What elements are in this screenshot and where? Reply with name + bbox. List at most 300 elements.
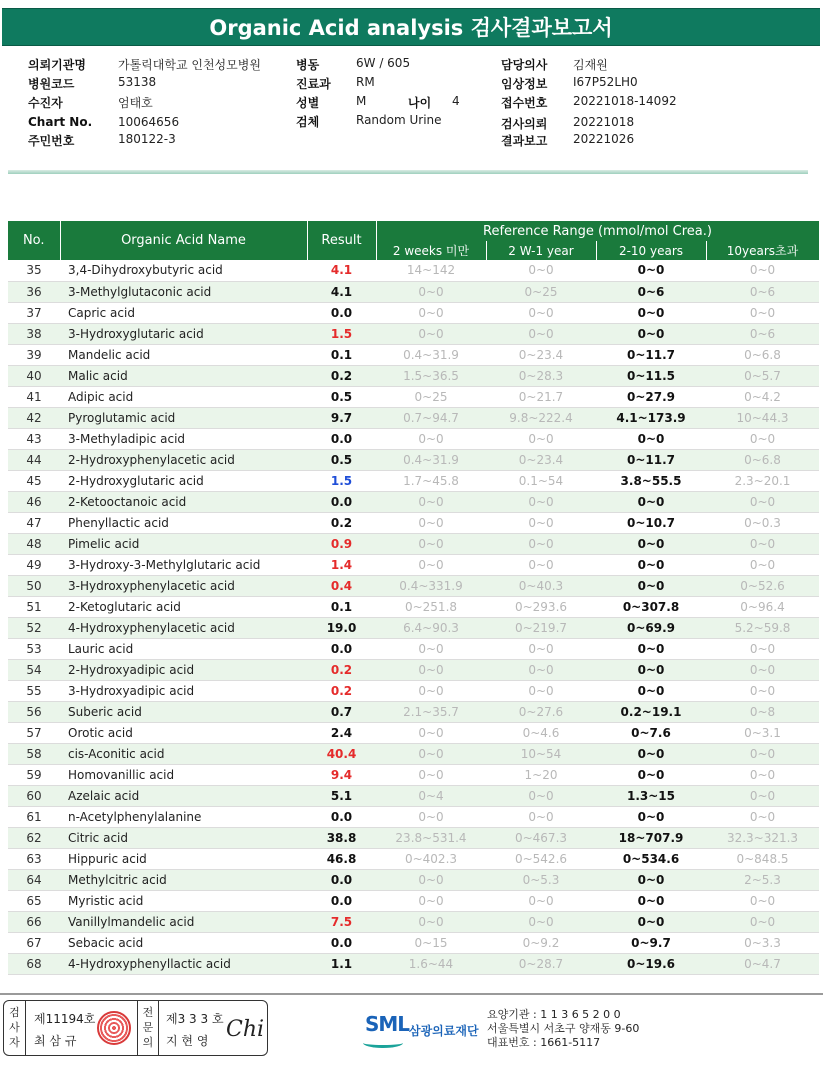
row-ref-10y: 5.2~59.8	[706, 617, 819, 638]
row-ref-2weeks: 1.5~36.5	[376, 365, 486, 386]
table-row	[8, 323, 819, 344]
seal-stamp	[97, 1011, 131, 1045]
row-result: 0.2	[307, 680, 376, 701]
info-label: 진료과	[296, 77, 331, 91]
subheader-ref: 2 weeks 미만	[376, 241, 486, 260]
row-result: 46.8	[307, 848, 376, 869]
row-ref-10y: 0~0	[706, 785, 819, 806]
row-ref-2-10y: 4.1~173.9	[596, 407, 706, 428]
row-ref-2-10y: 0~0	[596, 260, 706, 281]
row-ref-2w1y: 0~0	[486, 806, 596, 827]
row-ref-2-10y: 1.3~15	[596, 785, 706, 806]
row-ref-2weeks: 1.6~44	[376, 953, 486, 974]
row-name: 2-Ketooctanoic acid	[60, 491, 307, 512]
info-label: 검체	[296, 115, 320, 129]
row-ref-10y: 2.3~20.1	[706, 470, 819, 491]
row-ref-10y: 2~5.3	[706, 869, 819, 890]
row-ref-10y: 0~0	[706, 638, 819, 659]
table-row	[8, 281, 819, 302]
row-ref-2-10y: 0~69.9	[596, 617, 706, 638]
info-value: 180122-3	[118, 132, 176, 146]
row-no: 57	[8, 722, 60, 743]
table-row	[8, 260, 819, 281]
row-result: 0.0	[307, 869, 376, 890]
row-no: 51	[8, 596, 60, 617]
row-result: 1.5	[307, 323, 376, 344]
logo-swoosh-icon	[363, 1038, 403, 1048]
row-no: 52	[8, 617, 60, 638]
row-ref-2weeks: 0~0	[376, 533, 486, 554]
row-no: 42	[8, 407, 60, 428]
row-no: 55	[8, 680, 60, 701]
signature: Chi	[226, 1017, 265, 1042]
row-ref-2w1y: 10~54	[486, 743, 596, 764]
info-value: Random Urine	[356, 113, 442, 127]
row-name: Orotic acid	[60, 722, 307, 743]
row-ref-2weeks: 0.4~331.9	[376, 575, 486, 596]
row-no: 40	[8, 365, 60, 386]
row-ref-10y: 0~0	[706, 680, 819, 701]
row-ref-2weeks: 0~0	[376, 512, 486, 533]
row-ref-2-10y: 0~11.7	[596, 449, 706, 470]
tester-id: 제11194호	[34, 1012, 96, 1026]
row-name: Mandelic acid	[60, 344, 307, 365]
row-ref-2weeks: 0~0	[376, 302, 486, 323]
row-ref-2weeks: 2.1~35.7	[376, 701, 486, 722]
row-result: 4.1	[307, 281, 376, 302]
row-ref-2-10y: 3.8~55.5	[596, 470, 706, 491]
row-ref-2w1y: 0~23.4	[486, 449, 596, 470]
address-line: 요양기관 : 1 1 3 6 5 2 0 0	[487, 1008, 621, 1021]
row-ref-2w1y: 0~219.7	[486, 617, 596, 638]
row-name: Azelaic acid	[60, 785, 307, 806]
row-name: Methylcitric acid	[60, 869, 307, 890]
table-row	[8, 911, 819, 932]
row-no: 66	[8, 911, 60, 932]
row-result: 0.5	[307, 449, 376, 470]
info-value: 4	[452, 94, 460, 108]
row-name: 3-Methylglutaconic acid	[60, 281, 307, 302]
table-row	[8, 449, 819, 470]
info-label: 임상정보	[501, 77, 548, 91]
table-row	[8, 428, 819, 449]
row-ref-2weeks: 0~0	[376, 890, 486, 911]
subheader-ref: 10years초과	[706, 241, 819, 260]
row-ref-2-10y: 0.2~19.1	[596, 701, 706, 722]
table-row	[8, 680, 819, 701]
row-ref-2w1y: 0~0	[486, 491, 596, 512]
info-value: 53138	[118, 75, 157, 89]
row-no: 54	[8, 659, 60, 680]
info-value: M	[356, 94, 367, 108]
row-ref-10y: 0~52.6	[706, 575, 819, 596]
row-ref-2weeks: 0.4~31.9	[376, 344, 486, 365]
row-ref-2weeks: 0~0	[376, 743, 486, 764]
info-value: 20221026	[573, 132, 635, 146]
row-ref-10y: 32.3~321.3	[706, 827, 819, 848]
row-result: 0.5	[307, 386, 376, 407]
row-ref-2weeks: 14~142	[376, 260, 486, 281]
row-ref-2-10y: 0~0	[596, 554, 706, 575]
table-row	[8, 722, 819, 743]
row-result: 0.9	[307, 533, 376, 554]
row-result: 0.0	[307, 302, 376, 323]
row-result: 0.4	[307, 575, 376, 596]
table-row	[8, 617, 819, 638]
row-result: 0.7	[307, 701, 376, 722]
row-ref-10y: 0~6	[706, 281, 819, 302]
row-ref-2w1y: 0~0	[486, 785, 596, 806]
signature-box	[3, 1000, 268, 1056]
row-no: 65	[8, 890, 60, 911]
row-ref-2w1y: 0~28.3	[486, 365, 596, 386]
row-ref-2w1y: 0~0	[486, 890, 596, 911]
row-ref-2weeks: 0~4	[376, 785, 486, 806]
row-no: 59	[8, 764, 60, 785]
row-no: 39	[8, 344, 60, 365]
table-row	[8, 659, 819, 680]
table-row	[8, 890, 819, 911]
row-name: Myristic acid	[60, 890, 307, 911]
table-row	[8, 932, 819, 953]
row-ref-2-10y: 0~0	[596, 806, 706, 827]
info-value: 20221018-14092	[573, 94, 677, 108]
row-no: 45	[8, 470, 60, 491]
row-ref-2-10y: 0~0	[596, 428, 706, 449]
info-value: I67P52LH0	[573, 75, 638, 89]
row-ref-2w1y: 0~0	[486, 260, 596, 281]
row-no: 35	[8, 260, 60, 281]
row-ref-2-10y: 0~9.7	[596, 932, 706, 953]
row-name: 2-Hydroxyglutaric acid	[60, 470, 307, 491]
row-no: 61	[8, 806, 60, 827]
table-row	[8, 302, 819, 323]
row-no: 64	[8, 869, 60, 890]
row-name: Sebacic acid	[60, 932, 307, 953]
row-ref-2w1y: 0~467.3	[486, 827, 596, 848]
row-ref-2-10y: 0~10.7	[596, 512, 706, 533]
table-row	[8, 785, 819, 806]
company-name: 삼광의료재단	[409, 1024, 479, 1038]
info-label: 접수번호	[501, 96, 548, 110]
address-line: 대표번호 : 1661-5117	[487, 1036, 601, 1049]
row-ref-2-10y: 0~0	[596, 302, 706, 323]
row-ref-2weeks: 1.7~45.8	[376, 470, 486, 491]
row-ref-2w1y: 0~9.2	[486, 932, 596, 953]
row-ref-2-10y: 0~0	[596, 638, 706, 659]
row-ref-2weeks: 0~0	[376, 911, 486, 932]
header-result: Result	[307, 221, 376, 260]
row-name: 3-Hydroxy-3-Methylglutaric acid	[60, 554, 307, 575]
info-value: 김재원	[573, 58, 608, 72]
row-ref-2weeks: 6.4~90.3	[376, 617, 486, 638]
row-name: 3-Hydroxyphenylacetic acid	[60, 575, 307, 596]
row-ref-10y: 0~4.2	[706, 386, 819, 407]
specialist-label: 전문의	[137, 1001, 159, 1055]
header-reference: Reference Range (mmol/mol Crea.)	[376, 221, 819, 241]
row-ref-2w1y: 0~0	[486, 533, 596, 554]
row-ref-10y: 0~6.8	[706, 449, 819, 470]
row-result: 0.2	[307, 659, 376, 680]
row-name: 2-Ketoglutaric acid	[60, 596, 307, 617]
row-ref-2-10y: 0~0	[596, 743, 706, 764]
row-result: 0.0	[307, 932, 376, 953]
row-ref-2-10y: 0~6	[596, 281, 706, 302]
row-name: 3,4-Dihydroxybutyric acid	[60, 260, 307, 281]
row-result: 0.2	[307, 512, 376, 533]
row-ref-2weeks: 0.4~31.9	[376, 449, 486, 470]
row-ref-10y: 0~5.7	[706, 365, 819, 386]
row-name: 2-Hydroxyphenylacetic acid	[60, 449, 307, 470]
row-ref-10y: 0~3.1	[706, 722, 819, 743]
info-value: 가톨릭대학교 인천성모병원	[118, 58, 261, 72]
info-value: 10064656	[118, 115, 180, 129]
row-ref-2weeks: 0~0	[376, 491, 486, 512]
row-result: 0.0	[307, 806, 376, 827]
info-label: 의뢰기관명	[28, 58, 86, 72]
row-ref-10y: 0~0	[706, 260, 819, 281]
row-ref-2-10y: 0~0	[596, 323, 706, 344]
row-no: 44	[8, 449, 60, 470]
row-ref-2-10y: 0~11.5	[596, 365, 706, 386]
row-ref-2w1y: 0~40.3	[486, 575, 596, 596]
specialist-id: 제3 3 3 호	[166, 1012, 224, 1026]
row-ref-2w1y: 0~542.6	[486, 848, 596, 869]
row-ref-10y: 0~4.7	[706, 953, 819, 974]
results-body	[8, 260, 819, 974]
info-label: 주민번호	[28, 134, 75, 148]
row-ref-2w1y: 0~0	[486, 428, 596, 449]
row-name: Hippuric acid	[60, 848, 307, 869]
row-ref-10y: 0~0.3	[706, 512, 819, 533]
row-ref-2-10y: 0~0	[596, 491, 706, 512]
row-no: 47	[8, 512, 60, 533]
row-ref-2-10y: 0~0	[596, 911, 706, 932]
row-ref-2w1y: 0~0	[486, 554, 596, 575]
row-ref-10y: 0~0	[706, 806, 819, 827]
table-row	[8, 365, 819, 386]
row-result: 7.5	[307, 911, 376, 932]
row-ref-2weeks: 0~0	[376, 323, 486, 344]
patient-info	[28, 56, 808, 156]
row-no: 58	[8, 743, 60, 764]
row-ref-2w1y: 0~21.7	[486, 386, 596, 407]
row-ref-2w1y: 0~0	[486, 512, 596, 533]
info-value: 엄태호	[118, 96, 153, 110]
row-no: 63	[8, 848, 60, 869]
row-ref-2weeks: 23.8~531.4	[376, 827, 486, 848]
results-table	[8, 221, 820, 975]
info-label: 나이	[408, 96, 432, 110]
row-name: Phenyllactic acid	[60, 512, 307, 533]
info-value: RM	[356, 75, 375, 89]
info-label: 병동	[296, 58, 320, 72]
row-ref-10y: 0~0	[706, 764, 819, 785]
row-ref-2w1y: 1~20	[486, 764, 596, 785]
row-ref-2-10y: 0~0	[596, 575, 706, 596]
row-no: 56	[8, 701, 60, 722]
row-ref-10y: 0~0	[706, 890, 819, 911]
separator	[8, 170, 808, 174]
row-ref-2-10y: 0~0	[596, 869, 706, 890]
info-value: 6W / 605	[356, 56, 411, 70]
row-ref-2weeks: 0~0	[376, 281, 486, 302]
row-ref-2weeks: 0~0	[376, 428, 486, 449]
row-ref-2w1y: 0~5.3	[486, 869, 596, 890]
row-name: Homovanillic acid	[60, 764, 307, 785]
row-result: 19.0	[307, 617, 376, 638]
row-result: 2.4	[307, 722, 376, 743]
table-row	[8, 575, 819, 596]
specialist-name: 지 현 영	[166, 1034, 209, 1048]
report-title: Organic Acid analysis 검사결과보고서	[2, 8, 820, 46]
table-row	[8, 344, 819, 365]
row-result: 0.0	[307, 428, 376, 449]
sml-logo-text: SML	[365, 1012, 410, 1036]
row-result: 5.1	[307, 785, 376, 806]
results-table-container	[8, 221, 819, 975]
tester-label: 검사자	[4, 1001, 26, 1055]
info-label: 결과보고	[501, 134, 548, 148]
table-row	[8, 407, 819, 428]
row-result: 4.1	[307, 260, 376, 281]
row-no: 60	[8, 785, 60, 806]
row-ref-2weeks: 0~0	[376, 722, 486, 743]
row-no: 49	[8, 554, 60, 575]
row-name: Suberic acid	[60, 701, 307, 722]
row-ref-10y: 0~0	[706, 743, 819, 764]
row-ref-10y: 0~0	[706, 554, 819, 575]
row-ref-2weeks: 0~25	[376, 386, 486, 407]
row-ref-2w1y: 0~0	[486, 302, 596, 323]
info-value: 20221018	[573, 115, 635, 129]
row-name: 2-Hydroxyadipic acid	[60, 659, 307, 680]
row-no: 41	[8, 386, 60, 407]
row-ref-2weeks: 0~0	[376, 869, 486, 890]
row-ref-10y: 0~0	[706, 428, 819, 449]
row-ref-2w1y: 9.8~222.4	[486, 407, 596, 428]
table-row	[8, 554, 819, 575]
row-ref-2w1y: 0~28.7	[486, 953, 596, 974]
row-ref-2-10y: 0~11.7	[596, 344, 706, 365]
row-ref-2weeks: 0~15	[376, 932, 486, 953]
row-result: 0.0	[307, 491, 376, 512]
row-result: 0.2	[307, 365, 376, 386]
row-name: cis-Aconitic acid	[60, 743, 307, 764]
row-no: 67	[8, 932, 60, 953]
row-ref-2-10y: 18~707.9	[596, 827, 706, 848]
row-no: 43	[8, 428, 60, 449]
row-ref-10y: 0~8	[706, 701, 819, 722]
row-ref-10y: 0~848.5	[706, 848, 819, 869]
table-row	[8, 596, 819, 617]
row-name: Pimelic acid	[60, 533, 307, 554]
row-ref-2weeks: 0~0	[376, 659, 486, 680]
row-no: 48	[8, 533, 60, 554]
row-ref-10y: 0~6.8	[706, 344, 819, 365]
table-row	[8, 470, 819, 491]
row-name: Lauric acid	[60, 638, 307, 659]
row-ref-10y: 0~0	[706, 491, 819, 512]
table-row	[8, 869, 819, 890]
row-ref-2-10y: 0~0	[596, 680, 706, 701]
row-name: Adipic acid	[60, 386, 307, 407]
row-name: 3-Hydroxyglutaric acid	[60, 323, 307, 344]
row-name: Citric acid	[60, 827, 307, 848]
row-ref-2-10y: 0~307.8	[596, 596, 706, 617]
row-ref-2weeks: 0~0	[376, 680, 486, 701]
row-ref-2w1y: 0~0	[486, 911, 596, 932]
row-result: 9.7	[307, 407, 376, 428]
table-row	[8, 848, 819, 869]
address-line: 서울특별시 서초구 양재동 9-60	[487, 1022, 640, 1035]
row-ref-2w1y: 0~0	[486, 638, 596, 659]
info-label: 성별	[296, 96, 320, 110]
row-ref-2w1y: 0~293.6	[486, 596, 596, 617]
row-no: 68	[8, 953, 60, 974]
row-result: 1.1	[307, 953, 376, 974]
row-result: 0.1	[307, 344, 376, 365]
row-result: 1.4	[307, 554, 376, 575]
row-no: 53	[8, 638, 60, 659]
table-row	[8, 764, 819, 785]
footer-divider	[0, 993, 823, 995]
row-ref-2-10y: 0~534.6	[596, 848, 706, 869]
row-name: Capric acid	[60, 302, 307, 323]
row-name: 4-Hydroxyphenyllactic acid	[60, 953, 307, 974]
row-ref-2-10y: 0~0	[596, 659, 706, 680]
subheader-ref: 2 W-1 year	[486, 241, 596, 260]
row-name: 3-Hydroxyadipic acid	[60, 680, 307, 701]
row-result: 40.4	[307, 743, 376, 764]
info-label: 수진자	[28, 96, 63, 110]
row-ref-2w1y: 0~25	[486, 281, 596, 302]
row-ref-2weeks: 0~402.3	[376, 848, 486, 869]
row-ref-2-10y: 0~27.9	[596, 386, 706, 407]
row-ref-10y: 0~0	[706, 302, 819, 323]
row-ref-10y: 0~6	[706, 323, 819, 344]
row-name: Malic acid	[60, 365, 307, 386]
company-address	[487, 1008, 639, 1050]
row-no: 37	[8, 302, 60, 323]
row-ref-10y: 0~3.3	[706, 932, 819, 953]
row-name: Vanillylmandelic acid	[60, 911, 307, 932]
row-ref-2weeks: 0~0	[376, 554, 486, 575]
row-ref-10y: 0~0	[706, 911, 819, 932]
row-ref-2w1y: 0~0	[486, 680, 596, 701]
row-ref-2w1y: 0~23.4	[486, 344, 596, 365]
info-label: 담당의사	[501, 58, 548, 72]
row-ref-2w1y: 0~0	[486, 323, 596, 344]
row-ref-2-10y: 0~7.6	[596, 722, 706, 743]
table-row	[8, 743, 819, 764]
table-row	[8, 386, 819, 407]
row-result: 0.0	[307, 638, 376, 659]
row-ref-2weeks: 0.7~94.7	[376, 407, 486, 428]
row-result: 0.0	[307, 890, 376, 911]
row-name: Pyroglutamic acid	[60, 407, 307, 428]
table-row	[8, 512, 819, 533]
tester-name: 최 삼 규	[34, 1034, 77, 1048]
row-result: 9.4	[307, 764, 376, 785]
table-row	[8, 953, 819, 974]
row-ref-2-10y: 0~0	[596, 764, 706, 785]
info-label: 병원코드	[28, 77, 75, 91]
header-name: Organic Acid Name	[60, 221, 307, 260]
row-ref-2weeks: 0~0	[376, 764, 486, 785]
row-ref-2-10y: 0~19.6	[596, 953, 706, 974]
info-label: 검사의뢰	[501, 117, 548, 131]
